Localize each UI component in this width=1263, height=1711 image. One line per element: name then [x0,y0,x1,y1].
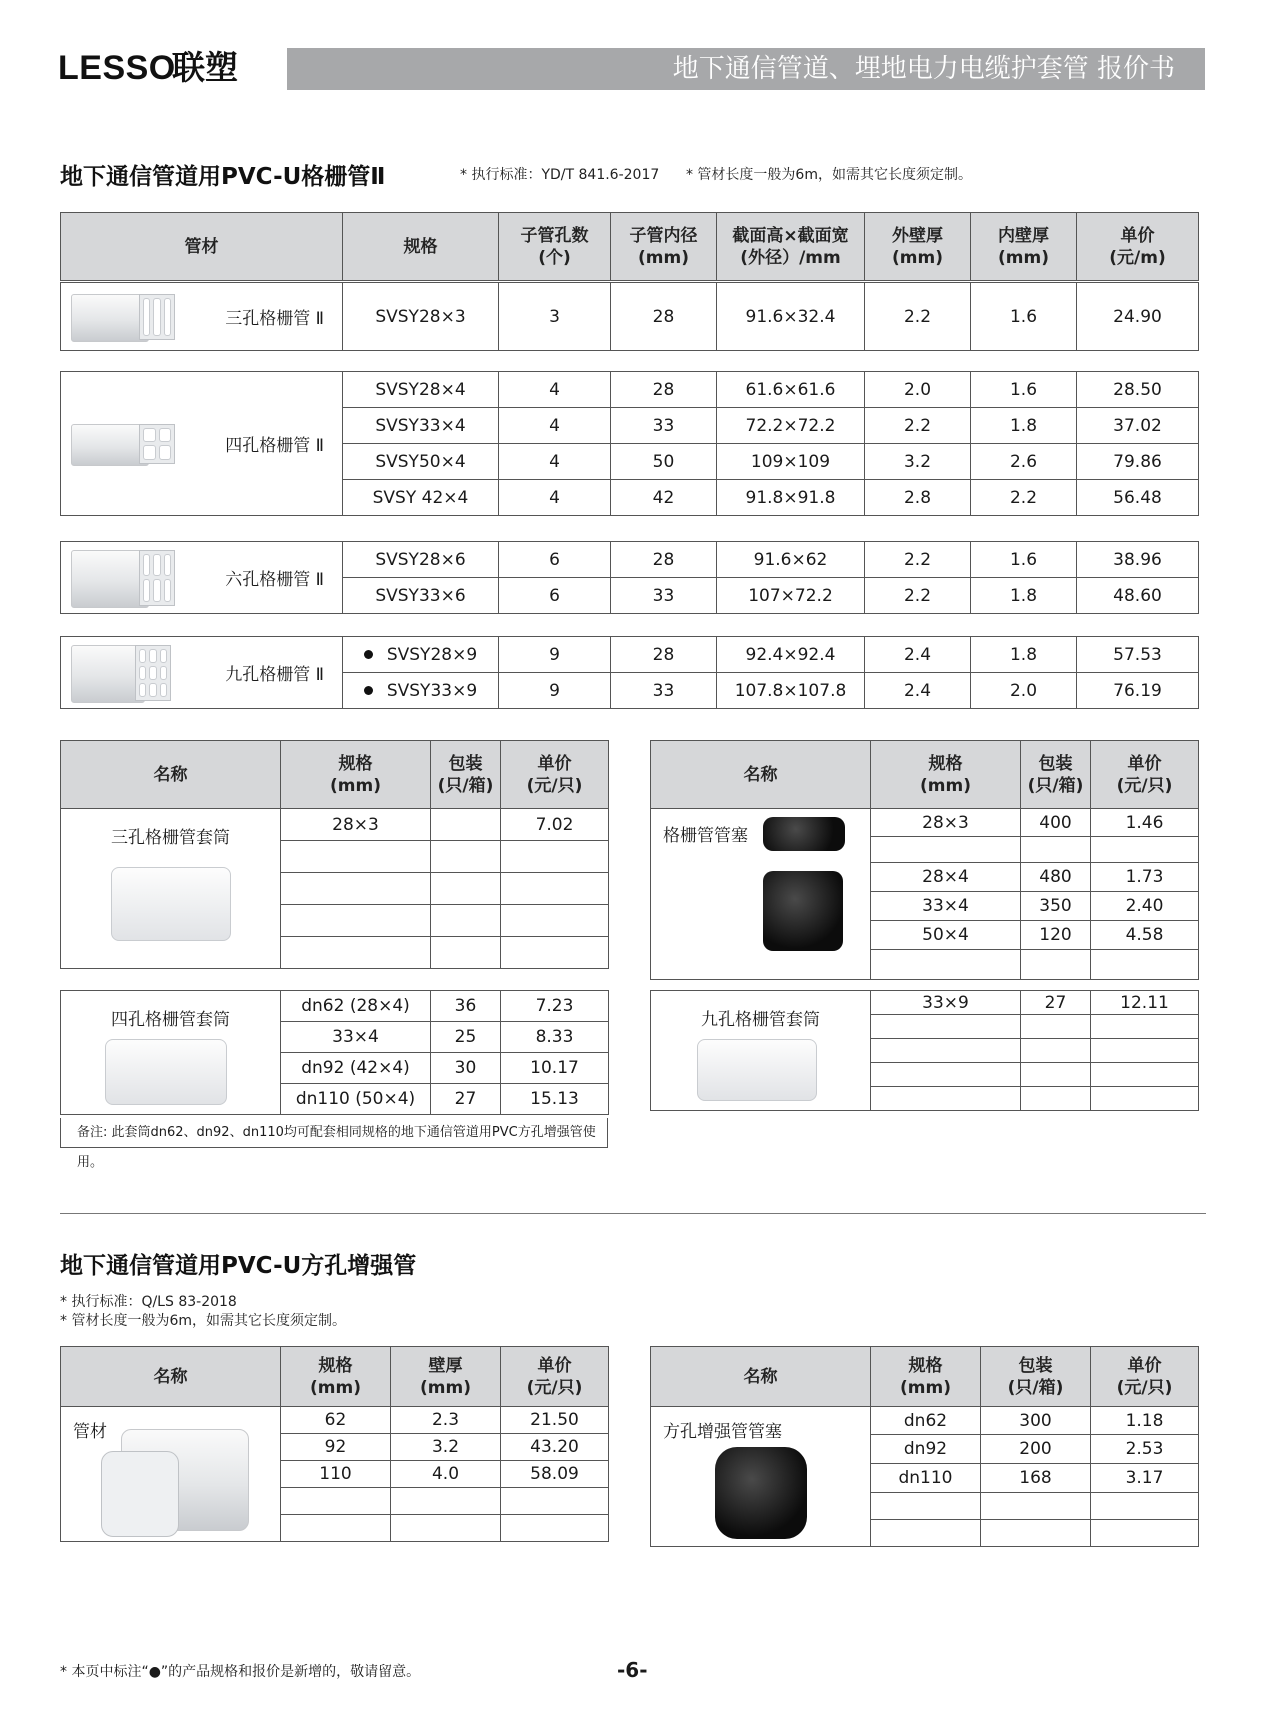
header-row [61,213,1199,281]
outer-cell: 2.4 [865,673,971,709]
product-name: 管材 [73,1422,107,1442]
inner-cell: 1.6 [971,542,1077,578]
thickness-cell [981,1493,1091,1520]
outer-cell: 2.0 [865,372,971,408]
column-header: 子管内径 (mm) [611,213,717,281]
pack-cell [431,809,501,841]
table-row [61,991,609,1022]
holes-cell: 6 [499,542,611,578]
sleeve-remark: 备注: 此套筒dn62、dn92、dn110均可配套相同规格的地下通信管道用PVC方孔增强管使用。 [60,1118,608,1148]
spec-cell [343,283,499,351]
size-cell: 91.6×62 [717,542,865,578]
price-cell [501,1488,609,1515]
pack-cell: 480 [1021,863,1091,892]
table-row [651,809,1199,837]
spec-cell: 92 [281,1434,391,1461]
spec-cell: 28×3 [871,809,1021,837]
price-cell: 7.23 [501,991,609,1022]
column-header: 截面高×截面宽 (外径）/mm [717,213,865,281]
thickness-cell: 200 [981,1435,1091,1464]
product-name: 三孔格栅管 Ⅱ [225,309,324,329]
spec-cell: 62 [281,1407,391,1434]
table-row [61,542,1199,578]
pack-cell: 27 [1021,991,1091,1015]
six-hole-grid-pipe-image [71,550,175,606]
header-row [61,1347,609,1407]
spec-cell: 50×4 [871,921,1021,950]
table-row [61,637,1199,673]
three-hole-grid-pipe-image [71,294,175,340]
price-cell [501,1515,609,1542]
price-cell [1091,1039,1199,1063]
pack-cell [431,841,501,873]
pack-cell [1021,1039,1091,1063]
spec-text: SVSY 42×4 [372,487,469,508]
column-header: 名称 [61,1347,281,1407]
price-cell: 4.58 [1091,921,1199,950]
holes-cell: 4 [499,372,611,408]
spec-cell: 28×4 [871,863,1021,892]
column-header: 单价 (元/只) [1091,741,1199,809]
price-cell: 2.40 [1091,892,1199,921]
new-item-bullet-icon [364,686,373,695]
spec-text: SVSY33×6 [375,585,466,606]
header-row [651,741,1199,809]
spec-text: SVSY28×9 [386,644,478,665]
size-cell: 72.2×72.2 [717,408,865,444]
spec-cell: dn92 (42×4) [281,1053,431,1084]
price-cell [501,841,609,873]
plug-small-image [763,817,845,851]
accessory-name: 三孔格栅管套筒 [111,828,230,848]
pack-cell: 25 [431,1022,501,1053]
square-plug-table [650,1346,1199,1547]
price-cell: 21.50 [501,1407,609,1434]
price-cell: 57.53 [1077,637,1199,673]
table-row [61,283,1199,351]
spec-cell [281,905,431,937]
column-header: 包装 (只/箱) [981,1347,1091,1407]
square-pipe-end [101,1451,179,1537]
inner-cell: 2.6 [971,444,1077,480]
column-header: 内壁厚 (mm) [971,213,1077,281]
id-cell: 33 [611,408,717,444]
column-header: 包装 (只/箱) [1021,741,1091,809]
product-cell [61,372,343,516]
spec-text: SVSY28×3 [375,306,466,327]
price-cell: 12.11 [1091,991,1199,1015]
inner-cell: 1.8 [971,578,1077,614]
accessory-name: 九孔格栅管套筒 [701,1010,820,1030]
footer-note: * 本页中标注“●”的产品规格和报价是新增的，敬请留意。 [60,1664,421,1680]
spec-cell: 28×3 [281,809,431,841]
id-cell: 33 [611,578,717,614]
spec-cell: dn110 [871,1464,981,1493]
column-header: 名称 [651,741,871,809]
price-cell [1091,1063,1199,1087]
header-bar [287,48,1205,90]
pack-cell: 27 [431,1084,501,1115]
accessory-header [60,740,609,809]
product-cell [61,283,343,351]
spec-cell [871,1063,1021,1087]
id-cell: 33 [611,673,717,709]
pack-cell [431,905,501,937]
spec-cell [343,637,499,673]
holes-cell: 9 [499,673,611,709]
spec-text: SVSY33×4 [375,415,466,436]
pack-cell [1021,950,1091,980]
price-cell: 1.46 [1091,809,1199,837]
price-cell: 38.96 [1077,542,1199,578]
column-header: 单价 (元/只) [501,741,609,809]
spec-cell [871,1015,1021,1039]
four-hole-grid-pipe-image [71,424,175,464]
product-name-cell [61,1407,281,1542]
price-cell: 15.13 [501,1084,609,1115]
inner-cell: 2.0 [971,673,1077,709]
price-cell: 37.02 [1077,408,1199,444]
column-header: 规格 (mm) [871,741,1021,809]
id-cell: 28 [611,372,717,408]
spec-cell [343,673,499,709]
inner-cell: 1.8 [971,637,1077,673]
size-cell: 107×72.2 [717,578,865,614]
spec-cell [343,578,499,614]
pack-cell: 120 [1021,921,1091,950]
plug-large-image [763,871,843,951]
pack-cell: 350 [1021,892,1091,921]
price-cell: 48.60 [1077,578,1199,614]
accessory-name-cell [651,991,871,1111]
id-cell: 42 [611,480,717,516]
thickness-cell: 3.2 [391,1434,501,1461]
grid-plug-image [651,809,871,980]
price-cell [501,905,609,937]
pack-cell: 30 [431,1053,501,1084]
column-header: 规格 (mm) [871,1347,981,1407]
grid-plug-table [650,808,1199,980]
three-hole-sleeve-table [60,808,609,969]
spec-cell [281,1488,391,1515]
outer-cell: 2.2 [865,283,971,351]
spec-cell [343,542,499,578]
spec-text: SVSY28×6 [375,549,466,570]
spec-cell [343,408,499,444]
price-cell: 56.48 [1077,480,1199,516]
brand-logo-chinese: 联塑 [172,48,238,87]
price-cell: 1.73 [1091,863,1199,892]
square-pipe-table [60,1346,609,1542]
spec-cell: dn62 (28×4) [281,991,431,1022]
price-cell [1091,1015,1199,1039]
price-cell: 79.86 [1077,444,1199,480]
four-hole-sleeve-table [60,990,609,1115]
spec-text: SVSY50×4 [375,451,466,472]
price-cell [1091,1493,1199,1520]
product-name-cell [651,1407,871,1547]
spec-cell [871,950,1021,980]
price-cell: 76.19 [1077,673,1199,709]
accessory-name-cell [61,809,281,969]
spec-cell [343,372,499,408]
outer-cell: 3.2 [865,444,971,480]
column-header: 包装 (只/箱) [431,741,501,809]
spec-cell [281,841,431,873]
holes-cell: 6 [499,578,611,614]
pack-cell [1021,1015,1091,1039]
new-item-bullet-icon [364,650,373,659]
column-header: 规格 (mm) [281,741,431,809]
grid-pipe-header [60,212,1199,281]
table-row [61,1407,609,1434]
price-cell [501,873,609,905]
product-cell [61,542,343,614]
outer-cell: 2.8 [865,480,971,516]
outer-cell: 2.4 [865,637,971,673]
price-cell: 58.09 [501,1461,609,1488]
spec-cell: dn92 [871,1435,981,1464]
spec-cell [871,837,1021,863]
column-header: 名称 [651,1347,871,1407]
grid-pipe-group [60,282,1199,351]
price-cell: 8.33 [501,1022,609,1053]
size-cell: 91.6×32.4 [717,283,865,351]
column-header: 单价 (元/只) [1091,1347,1199,1407]
spec-cell: 33×9 [871,991,1021,1015]
spec-cell: dn62 [871,1407,981,1435]
accessory-name: 四孔格栅管套筒 [111,1010,230,1030]
price-cell: 7.02 [501,809,609,841]
sleeve-image [105,1039,227,1105]
column-header: 壁厚 (mm) [391,1347,501,1407]
section-notes: * 执行标准：YD/T 841.6-2017 * 管材长度一般为6m，如需其它长度须定制。 [460,167,972,183]
column-header: 外壁厚 (mm) [865,213,971,281]
id-cell: 28 [611,283,717,351]
spec-cell [871,1493,981,1520]
product-cell [61,637,343,709]
id-cell: 28 [611,542,717,578]
square-pipe-image [101,1429,251,1539]
thickness-cell: 2.3 [391,1407,501,1434]
pack-cell [1021,837,1091,863]
table-row [651,1407,1199,1435]
spec-cell [343,444,499,480]
spec-cell: 33×4 [871,892,1021,921]
pack-cell [431,873,501,905]
price-cell [1091,1520,1199,1547]
page-header-title: 地下通信管道、埋地电力电缆护套管 报价书 [672,54,1175,84]
spec-cell [871,1087,1021,1111]
price-cell [1091,1087,1199,1111]
square-plug-image [715,1447,807,1539]
inner-cell: 2.2 [971,480,1077,516]
column-header: 单价 (元/只) [501,1347,609,1407]
product-name: 四孔格栅管 Ⅱ [225,436,324,456]
sleeve-image [111,867,231,941]
spec-cell: dn110 (50×4) [281,1084,431,1115]
accessory-header [650,740,1199,809]
length-note: * 管材长度一般为6m，如需其它长度须定制。 [60,1313,346,1329]
outer-cell: 2.2 [865,578,971,614]
price-cell: 24.90 [1077,283,1199,351]
accessory-name: 格栅管管塞 [663,826,748,846]
holes-cell: 4 [499,480,611,516]
id-cell: 50 [611,444,717,480]
column-header: 管材 [61,213,343,281]
accessory-name-cell [651,809,871,980]
price-cell: 1.18 [1091,1407,1199,1435]
grid-pipe-group [60,541,1199,614]
header-row [61,741,609,809]
thickness-cell: 168 [981,1464,1091,1493]
holes-cell: 9 [499,637,611,673]
nine-hole-grid-pipe-image [71,645,171,701]
price-cell: 28.50 [1077,372,1199,408]
size-cell: 107.8×107.8 [717,673,865,709]
thickness-cell: 300 [981,1407,1091,1435]
accessory-name-cell [61,991,281,1115]
column-header: 名称 [61,741,281,809]
price-cell [1091,950,1199,980]
spec-cell [281,937,431,969]
pack-cell: 400 [1021,809,1091,837]
section-title-square-pipe: 地下通信管道用PVC-U方孔增强管 [60,1253,417,1279]
holes-cell: 3 [499,283,611,351]
spec-cell: 110 [281,1461,391,1488]
id-cell: 28 [611,637,717,673]
nine-hole-sleeve-table [650,990,1199,1111]
spec-text: SVSY28×4 [375,379,466,400]
spec-cell [281,1515,391,1542]
table-row [61,809,609,841]
column-header: 规格 (mm) [281,1347,391,1407]
header-row [651,1347,1199,1407]
column-header: 规格 [343,213,499,281]
spec-cell [871,1520,981,1547]
thickness-cell: 4.0 [391,1461,501,1488]
inner-cell: 1.6 [971,283,1077,351]
pack-cell [1021,1087,1091,1111]
pack-cell: 36 [431,991,501,1022]
product-name: 方孔增强管管塞 [663,1422,782,1442]
pack-cell [431,937,501,969]
size-cell: 61.6×61.6 [717,372,865,408]
size-cell: 109×109 [717,444,865,480]
inner-cell: 1.6 [971,372,1077,408]
price-cell: 43.20 [501,1434,609,1461]
outer-cell: 2.2 [865,542,971,578]
grid-pipe-group [60,636,1199,709]
section-title-grid-pipe: 地下通信管道用PVC-U格栅管Ⅱ [60,164,386,190]
section-divider [60,1213,1206,1214]
thickness-cell [981,1520,1091,1547]
grid-pipe-group [60,371,1199,516]
holes-cell: 4 [499,444,611,480]
spec-text: SVSY33×9 [386,680,478,701]
thickness-cell [391,1515,501,1542]
spec-cell [343,480,499,516]
standard-note: * 执行标准：Q/LS 83-2018 [60,1294,237,1310]
product-name: 六孔格栅管 Ⅱ [225,570,324,590]
price-cell [1091,837,1199,863]
column-header: 单价 (元/m) [1077,213,1199,281]
page-number: -6- [617,1658,648,1682]
size-cell: 91.8×91.8 [717,480,865,516]
spec-cell [871,1039,1021,1063]
sleeve-image [697,1039,817,1101]
holes-cell: 4 [499,408,611,444]
inner-cell: 1.8 [971,408,1077,444]
spec-cell: 33×4 [281,1022,431,1053]
outer-cell: 2.2 [865,408,971,444]
price-cell: 10.17 [501,1053,609,1084]
spec-cell [281,873,431,905]
size-cell: 92.4×92.4 [717,637,865,673]
price-cell [501,937,609,969]
price-cell: 2.53 [1091,1435,1199,1464]
table-row [61,372,1199,408]
pack-cell [1021,1063,1091,1087]
column-header: 子管孔数 (个) [499,213,611,281]
brand-logo: LESSO [58,49,176,87]
price-cell: 3.17 [1091,1464,1199,1493]
table-row [651,991,1199,1015]
thickness-cell [391,1488,501,1515]
product-name: 九孔格栅管 Ⅱ [225,665,324,685]
